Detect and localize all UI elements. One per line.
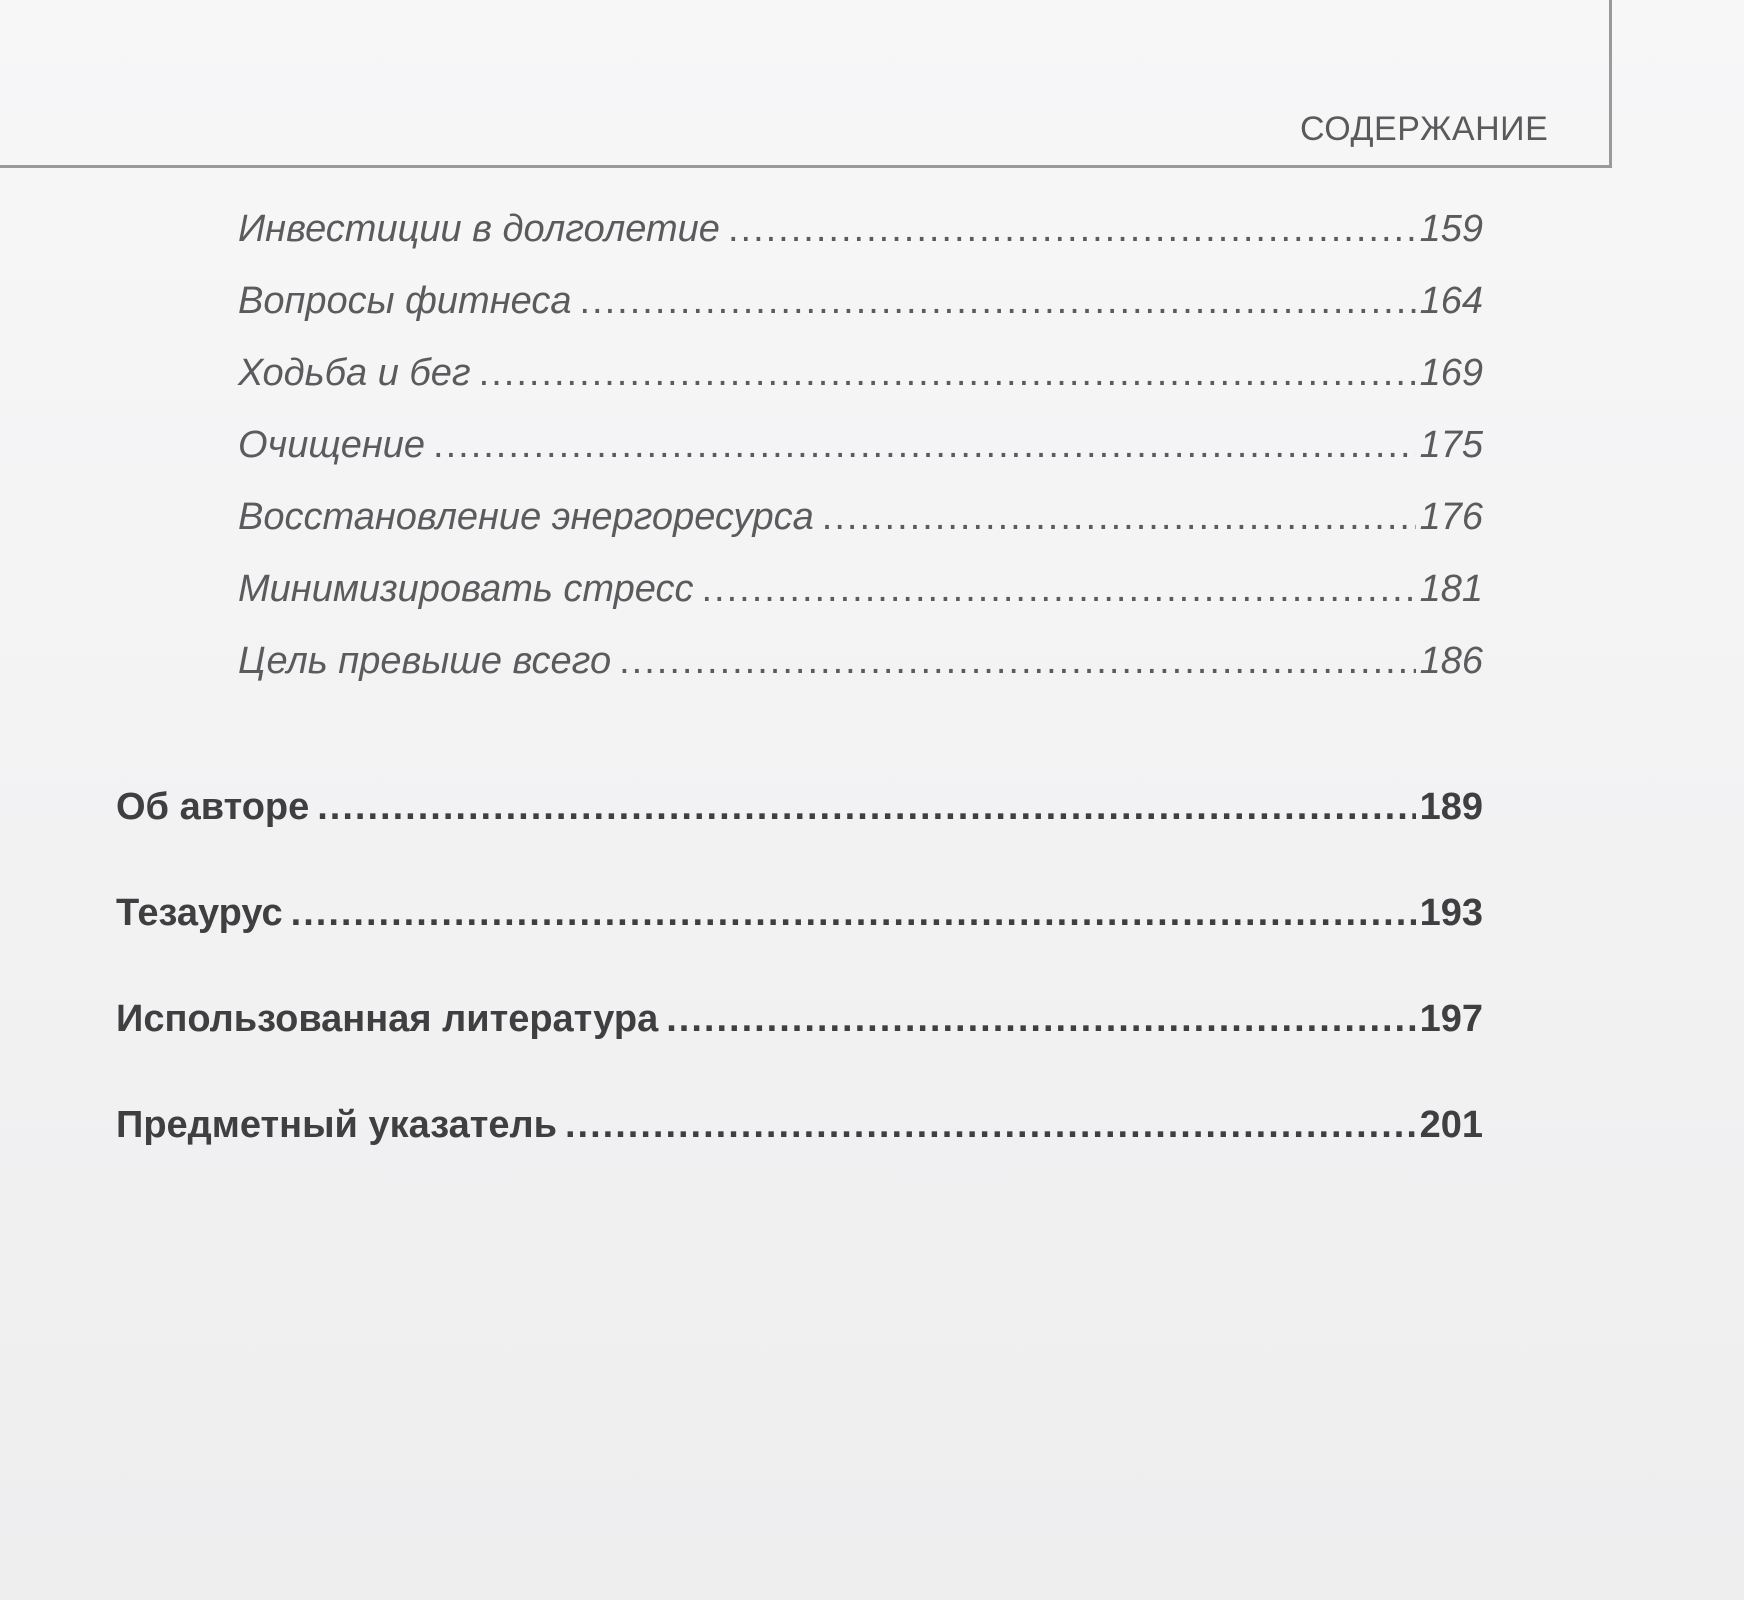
toc-entry-page: 201 — [1419, 1104, 1483, 1146]
toc-entry-page: 175 — [1419, 424, 1483, 466]
toc-entry-title: Минимизировать стресс — [238, 568, 694, 610]
toc-entry-sub[interactable] — [238, 568, 1483, 611]
dot-leader — [433, 424, 1416, 467]
toc-entry-title: Инвестиции в долголетие — [238, 208, 720, 250]
toc-entry-sub[interactable] — [238, 424, 1483, 467]
dot-leader — [666, 998, 1415, 1041]
toc-entry-main[interactable] — [116, 786, 1483, 829]
toc-entry-sub[interactable] — [238, 496, 1483, 539]
toc-entry-page: 186 — [1419, 640, 1483, 682]
dot-leader — [822, 496, 1416, 539]
dot-leader — [619, 640, 1415, 683]
toc-entry-title: Ходьба и бег — [238, 352, 471, 394]
toc-entry-page: 169 — [1419, 352, 1483, 394]
toc-entry-sub[interactable] — [238, 280, 1483, 323]
toc-entry-sub[interactable] — [238, 208, 1483, 251]
toc-entry-sub[interactable] — [238, 640, 1483, 683]
toc-entry-sub[interactable] — [238, 352, 1483, 395]
section-title: СОДЕРЖАНИЕ — [1300, 110, 1549, 148]
toc-entry-title: Вопросы фитнеса — [238, 280, 572, 322]
toc-entry-main[interactable] — [116, 998, 1483, 1041]
toc-entry-page: 176 — [1419, 496, 1483, 538]
toc-entry-title: Цель превыше всего — [238, 640, 612, 682]
dot-leader — [291, 892, 1416, 935]
toc-entry-title: Очищение — [238, 424, 426, 466]
toc-entry-title: Предметный указатель — [116, 1104, 557, 1146]
toc-entry-title: Об авторе — [116, 786, 310, 828]
dot-leader — [317, 786, 1415, 829]
dot-leader — [565, 1104, 1416, 1147]
dot-leader — [701, 568, 1415, 611]
toc-entry-page: 181 — [1419, 568, 1483, 610]
dot-leader — [728, 208, 1416, 251]
toc-entry-page: 189 — [1419, 786, 1483, 828]
toc-entry-page: 193 — [1419, 892, 1483, 934]
toc-entry-title: Восстановление энергоресурса — [238, 496, 814, 538]
dot-leader — [579, 280, 1415, 323]
dot-leader — [479, 352, 1416, 395]
toc-entry-page: 197 — [1419, 998, 1483, 1040]
toc-entry-title: Использованная литература — [116, 998, 659, 1040]
toc-entry-main[interactable] — [116, 1104, 1483, 1147]
toc-entry-main[interactable] — [116, 892, 1483, 935]
toc-entry-page: 164 — [1419, 280, 1483, 322]
toc-entry-page: 159 — [1419, 208, 1483, 250]
toc-entry-title: Тезаурус — [116, 892, 283, 934]
